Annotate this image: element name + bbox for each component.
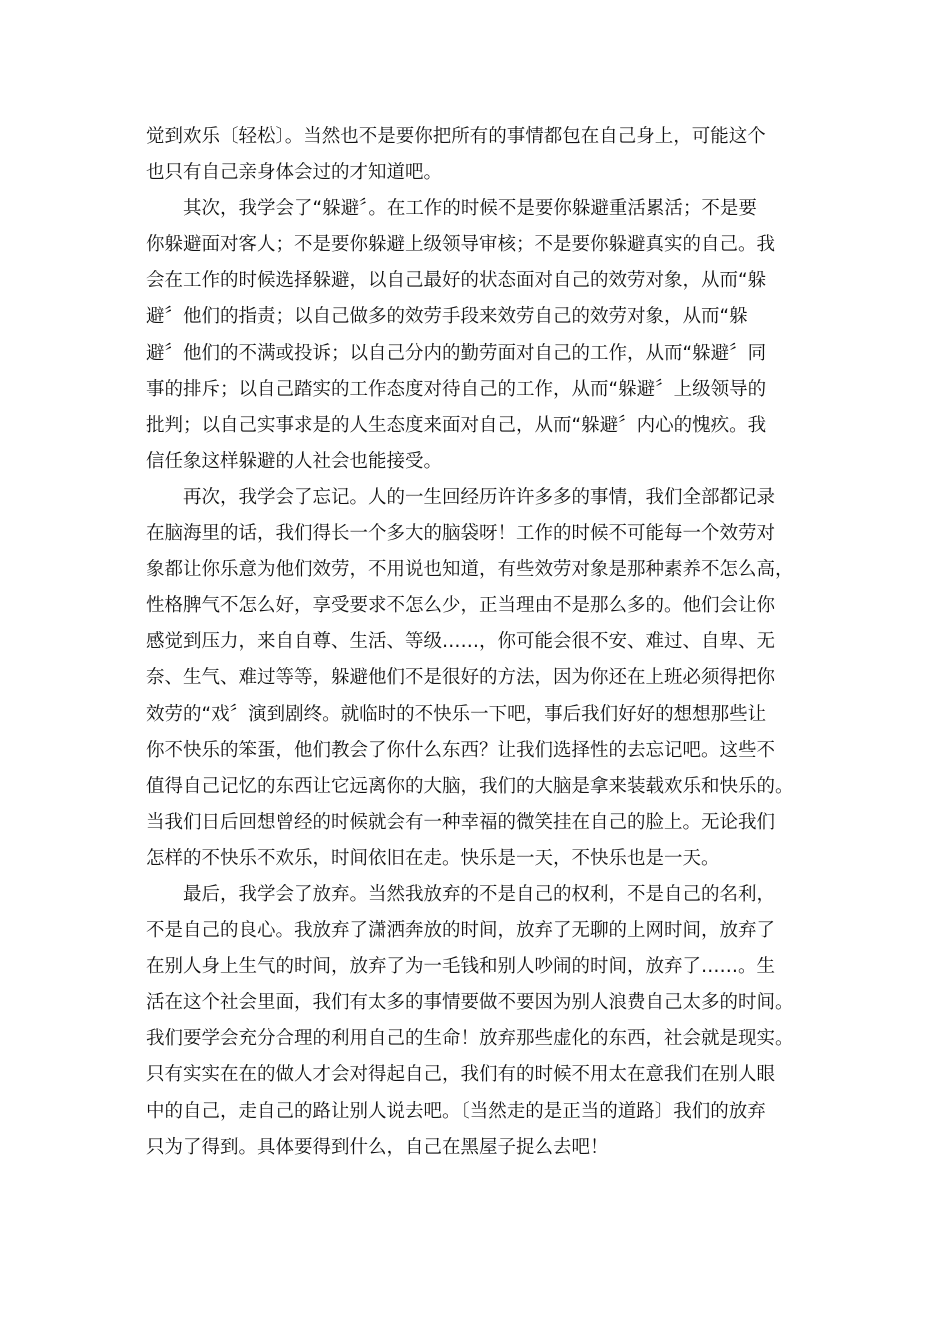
text-line: 感觉到压力，来自自尊、生活、等级……，你可能会很不安、难过、自卑、无 xyxy=(146,631,776,653)
text-line: 你躲避面对客人；不是要你躲避上级领导审核；不是要你躲避真实的自己。我 xyxy=(146,234,776,256)
text-line: 避〞他们的不满或投诉；以自己分内的勤劳面对自己的工作，从而“躲避〞同 xyxy=(146,342,767,364)
text-line: 事的排斥；以自己踏实的工作态度对待自己的工作，从而“躲避〞上级领导的 xyxy=(146,378,767,400)
text-line: 会在工作的时候选择躲避，以自己最好的状态面对自己的效劳对象，从而“躲 xyxy=(146,270,767,292)
text-line: 避〞他们的指责；以自己做多的效劳手段来效劳自己的效劳对象，从而“躲 xyxy=(146,306,748,328)
text-line: 在别人身上生气的时间，放弃了为一毛钱和别人吵闹的时间，放弃了……。生 xyxy=(146,956,776,978)
text-line: 我们要学会充分合理的利用自己的生命！放弃那些虚化的东西，社会就是现实。 xyxy=(146,1028,794,1050)
text-line: 只有实实在在的做人才会对得起自己，我们有的时候不用太在意我们在别人眼 xyxy=(146,1064,776,1086)
text-line: 也只有自己亲身体会过的才知道吧。 xyxy=(146,162,443,184)
text-line: 批判；以自己实事求是的人生态度来面对自己，从而“躲避〞内心的愧疚。我 xyxy=(146,414,767,436)
text-line: 效劳的“戏〞演到剧终。就临时的不快乐一下吧，事后我们好好的想想那些让 xyxy=(146,703,767,725)
text-line: 性格脾气不怎么好，享受要求不怎么少，正当理由不是那么多的。他们会让你 xyxy=(146,595,776,617)
text-line: 只为了得到。具体要得到什么，自己在黑屋子捉么去吧！ xyxy=(146,1136,609,1158)
text-line: 不是自己的良心。我放弃了潇洒奔放的时间，放弃了无聊的上网时间，放弃了 xyxy=(146,920,776,942)
document-body xyxy=(146,119,806,1166)
text-line: 中的自己，走自己的路让别人说去吧。〔当然走的是正当的道路〕我们的放弃 xyxy=(146,1100,766,1122)
text-line: 在脑海里的话，我们得长一个多大的脑袋呀！工作的时候不可能每一个效劳对 xyxy=(146,523,776,545)
text-line: 当我们日后回想曾经的时候就会有一种幸福的微笑挂在自己的脸上。无论我们 xyxy=(146,811,776,833)
text-line: 信任象这样躲避的人社会也能接受。 xyxy=(146,450,443,472)
text-line: 其次，我学会了“躲避〞。在工作的时候不是要你躲避重活累活；不是要 xyxy=(183,198,757,220)
text-line: 觉到欢乐〔轻松〕。当然也不是要你把所有的事情都包在自己身上，可能这个 xyxy=(146,126,766,147)
text-line: 象都让你乐意为他们效劳，不用说也知道，有些效劳对象是那种素养不怎么高， xyxy=(146,559,794,581)
text-line: 最后，我学会了放弃。当然我放弃的不是自己的权利，不是自己的名利， xyxy=(183,883,776,905)
text-line: 怎样的不快乐不欢乐，时间依旧在走。快乐是一天，不快乐也是一天。 xyxy=(146,847,720,869)
text-line: 值得自己记忆的东西让它远离你的大脑，我们的大脑是拿来装载欢乐和快乐的。 xyxy=(146,775,794,797)
text-line: 活在这个社会里面，我们有太多的事情要做不要因为别人浪费自己太多的时间。 xyxy=(146,992,794,1014)
text-line: 你不快乐的笨蛋，他们教会了你什么东西？让我们选择性的去忘记吧。这些不 xyxy=(146,739,776,761)
text-line: 再次，我学会了忘记。人的一生回经历许许多多的事情，我们全部都记录 xyxy=(183,486,776,508)
text-line: 奈、生气、难过等等，躲避他们不是很好的方法，因为你还在上班必须得把你 xyxy=(146,667,776,689)
